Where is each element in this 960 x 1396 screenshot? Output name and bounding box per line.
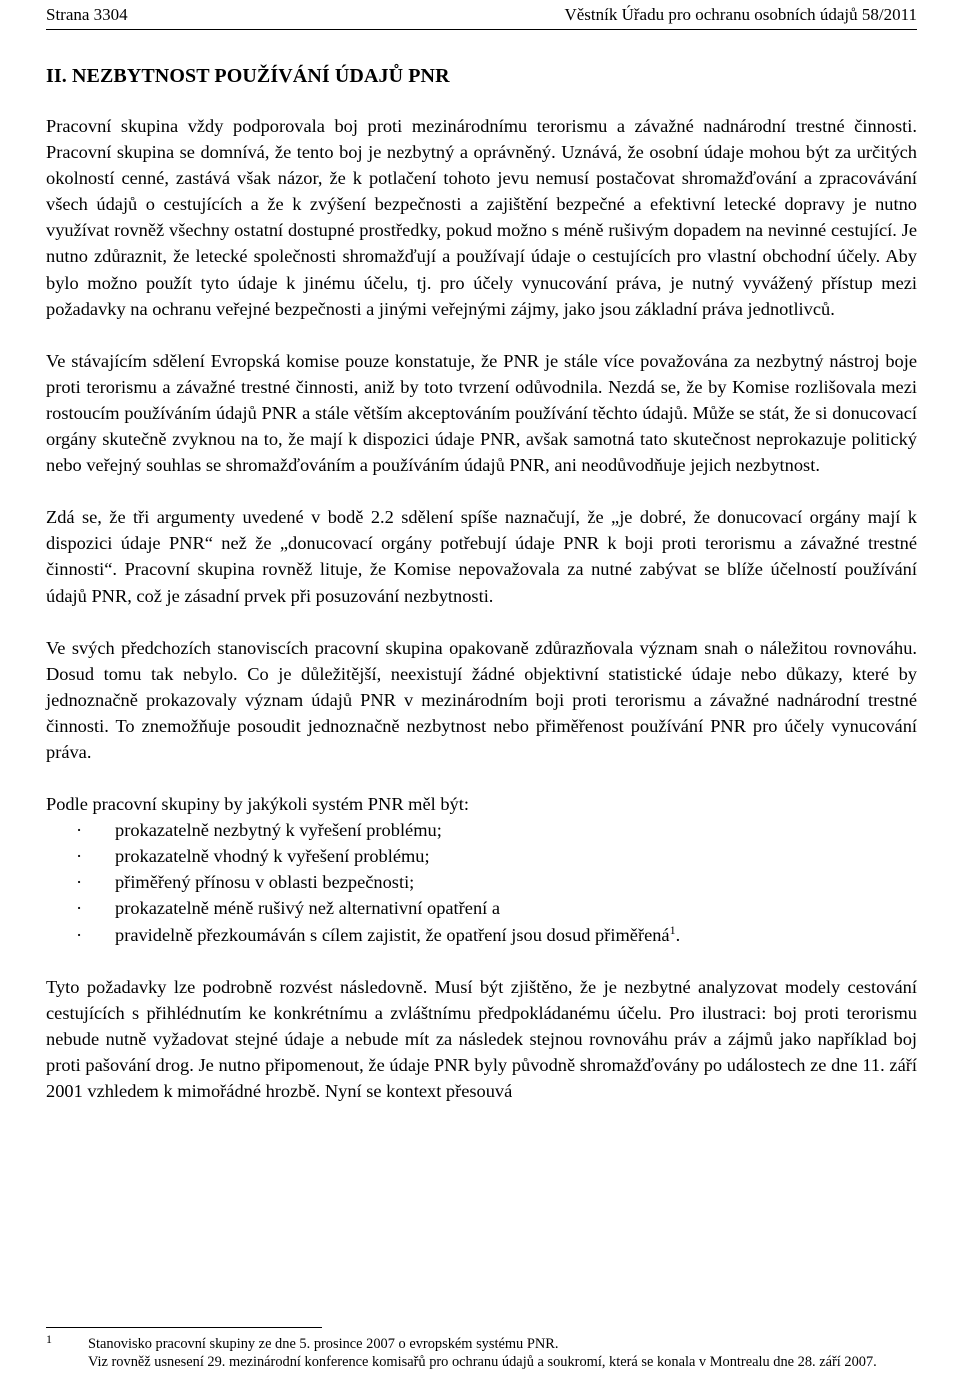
paragraph-5: Podle pracovní skupiny by jakýkoli systém PNR měl být: [46, 794, 469, 815]
footnote-number: 1 [46, 1332, 52, 1346]
header-divider [46, 29, 917, 30]
paragraph-2: Ve stávajícím sdělení Evropská komise pouze konstatuje, že PNR je stále více považována za nezbytný nástroj boje proti terorismu a závažné trestné činnosti, aniž by toto tvrzení odůvodnila. Nezdá se, že by Komise rozlišovala mezi rostoucím používáním údajů PNR a stále větším akceptováním používání těchto údajů. Může se stát, že si donucovací orgány skutečně zvyknou na to, že mají k dispozici údaje PNR, avšak samotná tato skutečnost neprokazuje politický nebo veřejný souhlas se shromažďováním a používáním údajů PNR, ani neodůvodňuje jejich nezbytnost. [46, 350, 917, 476]
list-item [46, 922, 917, 948]
list-item [46, 843, 917, 869]
footnote-divider [46, 1327, 322, 1328]
bullet-marker: · [76, 820, 83, 841]
paragraph-6: Tyto požadavky lze podrobně rozvést následovně. Musí být zjištěno, že je nezbytné analyzovat modely cestování cestujících s přihlédnutím ke konkrétnímu a zvláštnímu předpokládanému účelu. Pro ilustraci: boj proti terorismu nebude nutně vyžadovat stejné údaje a nebude mít za následek stejnou rovnováhu práv a zájmů jako například boj proti pašování drog. Je nutno připomenout, že údaje PNR byly původně shromažďovány po událostech ze dne 11. září 2001 vzhledem k mimořádné hrozbě. Nyní se kontext přesouvá [46, 976, 917, 1101]
page-header [46, 4, 917, 28]
bullet-marker: · [76, 872, 83, 893]
list-item-text: prokazatelně vhodný k vyřešení problému; [115, 846, 430, 867]
paragraph-1: Pracovní skupina vždy podporovala boj proti mezinárodnímu terorismu a závažné nadnárodní trestné činnosti. Pracovní skupina se domnívá, že tento boj je nezbytný a oprávněný. Uznává, že osobní údaje mohou být za určitých okolností cenné, zastává však názor, že k potlačení tohoto jevu nemusí postačovat shromažďování a zpracovávání všech údajů o cestujících a že k zvýšení bezpečnosti a zajištění bezpečné a efektivní letecké dopravy je nutno využívat rovněž všechny ostatní dostupné prostředky, pokud možno s méně rušivým dopadem na nevinné cestující. Je nutno zdůraznit, že letecké společnosti shromažďují a používají údaje o cestujících pro vlastní obchodní účely. Aby bylo možno použít tyto údaje k jinému účelu, tj. pro účely vynucování práva, je nutný vyvážený přístup mezi požadavky na ochranu veřejné bezpečnosti a jinými veřejnými zájmy, jako jsou základní práva jednotlivců. [46, 116, 917, 319]
footnote-line-2: Viz rovněž usnesení 29. mezinárodní konference komisařů pro ochranu údajů a soukromí, která se konala v Montrealu dne 28. září 2007. [88, 1353, 877, 1370]
list-item [46, 895, 917, 921]
bullet-marker: · [76, 846, 83, 867]
list-item-text: pravidelně přezkoumáván s cílem zajistit, že opatření jsou dosud přiměřená [115, 924, 670, 945]
list-item-text: prokazatelně nezbytný k vyřešení problému; [115, 820, 442, 841]
list-item-tail: . [675, 924, 681, 945]
requirements-list [46, 817, 917, 947]
paragraph-3: Zdá se, že tři argumenty uvedené v bodě 2.2 sdělení spíše naznačují, že „je dobré, že donucovací orgány mají k dispozici údaje PNR“ než že „donucovací orgány potřebují údaje PNR k boji proti terorismu a závažné trestné činnosti“. Pracovní skupina rovněž lituje, že Komise nepovažovala za nutné zabývat se blíže účelností používání údajů PNR, což je zásadní prvek při posuzování nezbytnosti. [46, 507, 917, 606]
list-item-text: přiměřený přínosu v oblasti bezpečnosti; [115, 872, 415, 893]
footnote-line-1: Stanovisko pracovní skupiny ze dne 5. prosince 2007 o evropském systému PNR. [88, 1336, 559, 1352]
list-item-text: prokazatelně méně rušivý než alternativní opatření a [115, 898, 501, 919]
footnote-reference[interactable]: 1 [669, 922, 676, 937]
page-number: Strana 3304 [46, 5, 128, 24]
bullet-marker: · [76, 898, 83, 919]
list-item [46, 869, 917, 895]
journal-title: Věstník Úřadu pro ochranu osobních údajů 58/2011 [564, 5, 917, 24]
footnote [46, 1332, 917, 1371]
document-body [46, 113, 917, 1130]
paragraph-4: Ve svých předchozích stanoviscích pracovní skupina opakovaně zdůrazňovala význam snah o náležitou rovnováhu. Dosud tomu tak nebylo. Co je důležitější, neexistují žádné objektivní statistické údaje nebo důkazy, které by jednoznačně prokazovaly význam údajů PNR v mezinárodním boji proti terorismu a závažné nadnárodní trestné činnosti. To znemožňuje posoudit jednoznačně nezbytnost nebo přiměřenost používání PNR pro účely vynucování práva. [46, 637, 917, 762]
section-title: II. NEZBYTNOST POUŽÍVÁNÍ ÚDAJŮ PNR [46, 65, 450, 87]
list-item [46, 817, 917, 843]
bullet-marker: · [76, 924, 83, 945]
